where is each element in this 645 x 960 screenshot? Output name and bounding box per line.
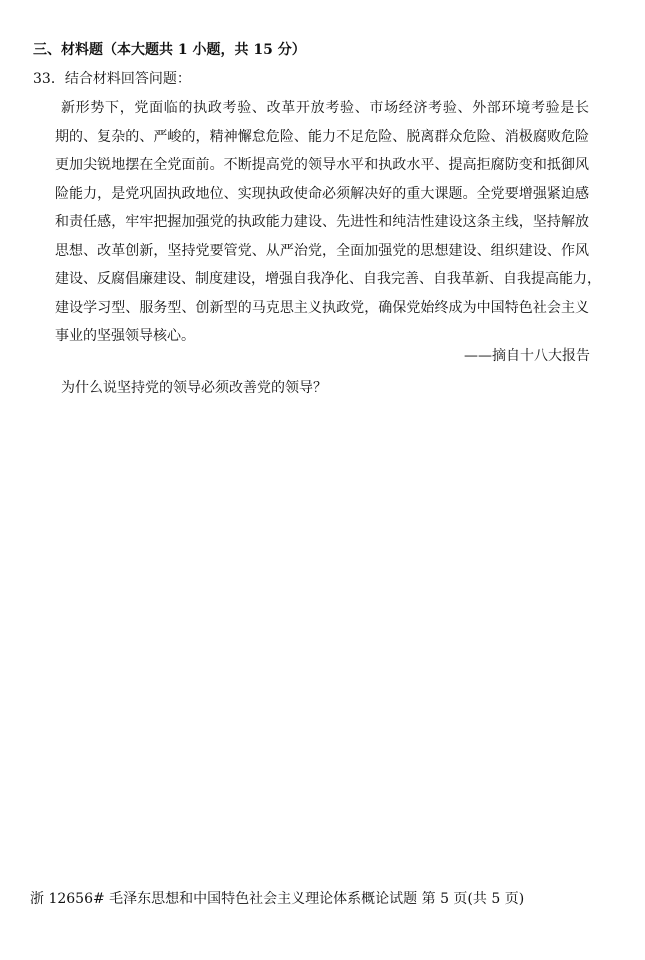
question-prompt: 为什么说坚持党的领导必须改善党的领导？	[61, 380, 327, 396]
material-line: 期的、复杂的、严峻的，精神懈怠危险、能力不足危险、脱离群众危险、消极腐败危险	[55, 128, 589, 145]
material-line: 更加尖锐地摆在全党面前。不断提高党的领导水平和执政水平、提高拒腐防变和抵御风	[55, 157, 589, 173]
material-passage	[55, 96, 601, 353]
material-line: 思想、改革创新，坚持党要管党、从严治党，全面加强党的思想建设、组织建设、作风	[55, 242, 589, 259]
material-line: 事业的坚强领导核心。	[55, 328, 195, 344]
material-line: 建设、反腐倡廉建设、制度建设，增强自我净化、自我完善、自我革新、自我提高能力，	[55, 271, 601, 287]
page-footer: 浙 12656# 毛泽东思想和中国特色社会主义理论体系概论试题 第 5 页(共 5 页)	[30, 891, 525, 907]
material-line: 和责任感，牢牢把握加强党的执政能力建设、先进性和纯洁性建设这条主线，坚持解放	[55, 214, 589, 230]
question-intro: 33．结合材料回答问题：	[33, 71, 191, 87]
material-line: 建设学习型、服务型、创新型的马克思主义执政党，确保党始终成为中国特色社会主义	[55, 299, 589, 316]
material-line: 新形势下，党面临的执政考验、改革开放考验、市场经济考验、外部环境考验是长	[61, 100, 589, 116]
section-heading: 三、材料题（本大题共 1 小题，共 15 分）	[33, 42, 306, 58]
material-source: ——摘自十八大报告	[464, 348, 590, 364]
material-line: 险能力，是党巩固执政地位、实现执政使命必须解决好的重大课题。全党要增强紧迫感	[55, 185, 589, 202]
